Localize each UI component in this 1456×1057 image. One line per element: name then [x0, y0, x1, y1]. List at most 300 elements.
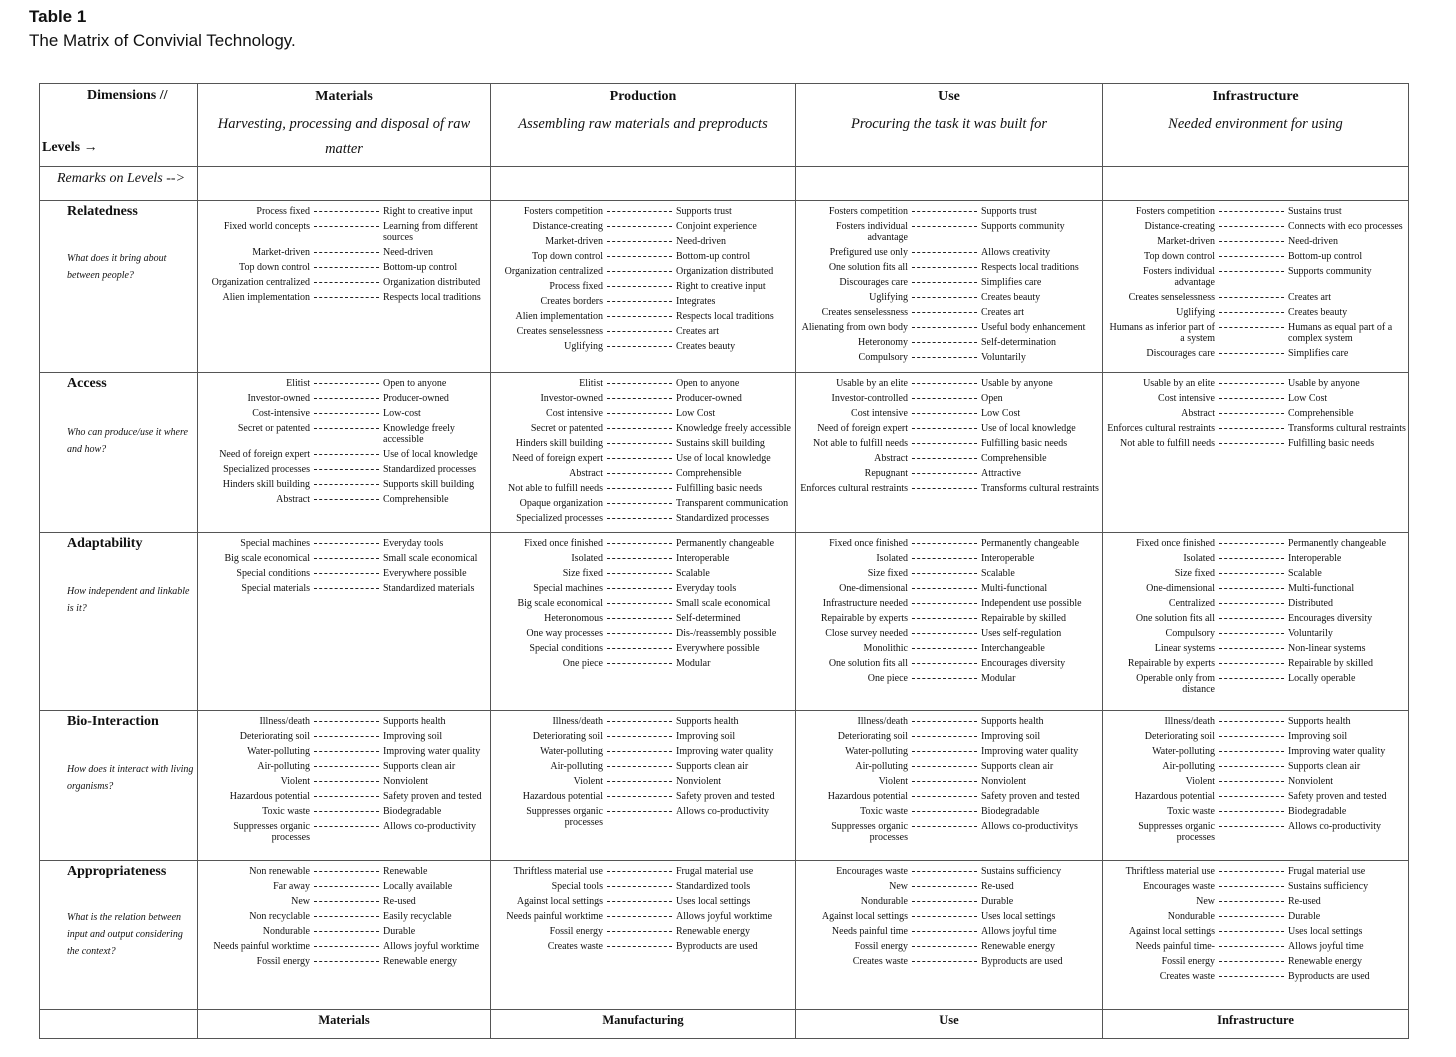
positive-level: Supports clean air	[981, 761, 1054, 772]
level-pair	[198, 791, 490, 802]
dashed-connector	[912, 618, 977, 619]
level-pair	[1103, 791, 1408, 802]
level-pair	[491, 658, 795, 669]
level-pair	[491, 423, 795, 434]
footer-row	[40, 1010, 1409, 1039]
positive-level: Renewable energy	[981, 941, 1055, 952]
negative-level: Abstract	[276, 494, 310, 505]
pairs-cell	[796, 711, 1103, 861]
negative-level: Not able to fulfill needs	[813, 438, 908, 449]
level-pair	[796, 806, 1102, 817]
dashed-connector	[607, 931, 672, 932]
negative-level: Distance-creating	[532, 221, 603, 232]
table-title: The Matrix of Convivial Technology.	[29, 31, 296, 50]
negative-level: Illness/death	[552, 716, 603, 727]
level-pair	[796, 643, 1102, 654]
column-header-use	[796, 84, 1103, 167]
positive-level: Need-driven	[383, 247, 433, 258]
negative-level: Not able to fulfill needs	[1120, 438, 1215, 449]
level-pair	[796, 247, 1102, 258]
negative-level: Size fixed	[1174, 568, 1215, 579]
dashed-connector	[1219, 678, 1284, 679]
remarks-cell	[198, 167, 491, 201]
dashed-connector	[607, 811, 672, 812]
positive-level: Multi-functional	[1288, 583, 1355, 594]
level-pair	[796, 866, 1102, 877]
row-question: What is the relation between input and output considering the context?	[67, 912, 183, 957]
positive-level: Fulfilling basic needs	[981, 438, 1068, 449]
negative-level: Toxic waste	[1167, 806, 1215, 817]
positive-level: Distributed	[1288, 598, 1333, 609]
dashed-connector	[314, 558, 379, 559]
level-pair	[796, 941, 1102, 952]
dashed-connector	[607, 886, 672, 887]
negative-level: Operable only from distance	[1136, 673, 1215, 695]
negative-level: Not able to fulfill needs	[508, 483, 603, 494]
negative-level: Water-polluting	[247, 746, 310, 757]
negative-level: Nondurable	[262, 926, 310, 937]
pairs-cell	[1103, 711, 1409, 861]
row-question: How does it interact with living organisms?	[67, 764, 194, 792]
dashed-connector	[314, 573, 379, 574]
dashed-connector	[1219, 226, 1284, 227]
dashed-connector	[607, 488, 672, 489]
dashed-connector	[1219, 211, 1284, 212]
negative-level: Deteriorating soil	[239, 731, 310, 742]
negative-level: New	[291, 896, 310, 907]
level-pair	[198, 821, 490, 843]
negative-level: Repairable by experts	[1127, 658, 1215, 669]
level-pair	[491, 613, 795, 624]
dashed-connector	[314, 886, 379, 887]
level-pair	[491, 326, 795, 337]
positive-level: Renewable energy	[676, 926, 750, 937]
level-pair	[198, 538, 490, 549]
dashed-connector	[1219, 901, 1284, 902]
level-pair	[1103, 643, 1408, 654]
dashed-connector	[607, 766, 672, 767]
positive-level: Non-linear systems	[1288, 643, 1366, 654]
positive-level: Small scale economical	[383, 553, 478, 564]
dashed-connector	[314, 297, 379, 298]
positive-level: Transforms cultural restraints	[981, 483, 1099, 494]
dashed-connector	[1219, 826, 1284, 827]
negative-level: Creates waste	[852, 956, 908, 967]
negative-level: Uglifying	[869, 292, 908, 303]
pairs-cell	[796, 533, 1103, 711]
negative-level: Creates senselessness	[821, 307, 908, 318]
negative-level: Usable by an elite	[1143, 378, 1215, 389]
level-pair	[1103, 881, 1408, 892]
positive-level: Knowledge freely accessible	[676, 423, 791, 434]
positive-level: Need-driven	[676, 236, 726, 247]
level-pair	[491, 553, 795, 564]
dashed-connector	[1219, 961, 1284, 962]
dashed-connector	[912, 413, 977, 414]
dashed-connector	[1219, 663, 1284, 664]
remarks-row	[40, 167, 1409, 201]
dimension-row-appropriateness	[40, 861, 1409, 1010]
level-pair	[1103, 658, 1408, 669]
negative-level: Isolated	[571, 553, 603, 564]
dashed-connector	[607, 286, 672, 287]
positive-level: Allows joyful worktime	[383, 941, 480, 952]
positive-level: Biodegradable	[981, 806, 1040, 817]
dashed-connector	[912, 931, 977, 932]
positive-level: Use of local knowledge	[981, 423, 1076, 434]
negative-level: Compulsory	[1165, 628, 1215, 639]
level-pair	[796, 956, 1102, 967]
level-pair	[1103, 322, 1408, 344]
level-pair	[796, 926, 1102, 937]
negative-level: Organization centralized	[504, 266, 603, 277]
positive-level: Need-driven	[1288, 236, 1338, 247]
positive-level: Organization distributed	[676, 266, 774, 277]
positive-level: Supports community	[1288, 266, 1372, 277]
positive-level: Everywhere possible	[676, 643, 760, 654]
level-pair	[796, 716, 1102, 727]
dashed-connector	[912, 398, 977, 399]
dashed-connector	[1219, 443, 1284, 444]
dashed-connector	[607, 503, 672, 504]
dashed-connector	[912, 443, 977, 444]
negative-level: Abstract	[1181, 408, 1215, 419]
negative-level: Isolated	[876, 553, 908, 564]
level-pair	[1103, 393, 1408, 404]
footer-label: Use	[796, 1010, 1103, 1039]
dashed-connector	[912, 342, 977, 343]
positive-level: Voluntarily	[981, 352, 1026, 363]
dashed-connector	[912, 488, 977, 489]
level-pair	[198, 479, 490, 490]
positive-level: Simplifies care	[981, 277, 1042, 288]
level-pair	[198, 911, 490, 922]
positive-level: Multi-functional	[981, 583, 1048, 594]
level-pair	[491, 731, 795, 742]
level-pair	[1103, 776, 1408, 787]
level-pair	[796, 791, 1102, 802]
level-pair	[796, 896, 1102, 907]
dashed-connector	[314, 484, 379, 485]
dashed-connector	[912, 458, 977, 459]
positive-level: Durable	[981, 896, 1014, 907]
positive-level: Interoperable	[981, 553, 1035, 564]
dashed-connector	[607, 518, 672, 519]
positive-level: Right to creative input	[676, 281, 766, 292]
positive-level: Modular	[981, 673, 1016, 684]
dashed-connector	[607, 781, 672, 782]
pairs-cell	[1103, 533, 1409, 711]
negative-level: Secret or patented	[237, 423, 310, 434]
positive-level: Allows creativity	[981, 247, 1051, 258]
level-pair	[491, 761, 795, 772]
dashed-connector	[912, 871, 977, 872]
dashed-connector	[314, 398, 379, 399]
negative-level: Investor-owned	[540, 393, 603, 404]
negative-level: Hazardous potential	[229, 791, 310, 802]
positive-level: Improving soil	[1288, 731, 1348, 742]
positive-level: Supports clean air	[1288, 761, 1361, 772]
negative-level: Fosters competition	[523, 206, 603, 217]
column-subtitle: Assembling raw materials and preproducts	[518, 116, 768, 132]
header-row	[40, 84, 1409, 167]
negative-level: Nondurable	[1167, 911, 1215, 922]
positive-level: Producer-owned	[383, 393, 449, 404]
column-subtitle: Needed environment for using	[1168, 116, 1343, 132]
level-pair	[1103, 941, 1408, 952]
level-pair	[796, 881, 1102, 892]
column-title: Materials	[315, 89, 373, 104]
positive-level: Everywhere possible	[383, 568, 467, 579]
level-pair	[198, 568, 490, 579]
negative-level: Fosters individual advantage	[1143, 266, 1215, 288]
level-pair	[796, 453, 1102, 464]
negative-level: Water-polluting	[540, 746, 603, 757]
level-pair	[1103, 598, 1408, 609]
negative-level: One piece	[562, 658, 603, 669]
dashed-connector	[912, 267, 977, 268]
level-pair	[491, 568, 795, 579]
positive-level: Supports trust	[676, 206, 732, 217]
column-header-production	[491, 84, 796, 167]
level-pair	[491, 498, 795, 509]
dashed-connector	[607, 301, 672, 302]
dashed-connector	[912, 543, 977, 544]
negative-level: Fosters competition	[828, 206, 908, 217]
level-pair	[1103, 236, 1408, 247]
dashed-connector	[1219, 271, 1284, 272]
positive-level: Re-used	[383, 896, 416, 907]
level-pair	[491, 378, 795, 389]
positive-level: Allows joyful worktime	[676, 911, 773, 922]
level-pair	[1103, 926, 1408, 937]
positive-level: Nonviolent	[981, 776, 1026, 787]
negative-level: Fixed once finished	[829, 538, 908, 549]
dimension-row-access	[40, 373, 1409, 533]
positive-level: Improving water quality	[981, 746, 1079, 757]
positive-level: Interoperable	[676, 553, 730, 564]
positive-level: Bottom-up control	[676, 251, 751, 262]
positive-level: Creates beauty	[676, 341, 736, 352]
dashed-connector	[607, 633, 672, 634]
dashed-connector	[1219, 916, 1284, 917]
level-pair	[491, 776, 795, 787]
negative-level: Hazardous potential	[1134, 791, 1215, 802]
positive-level: Voluntarily	[1288, 628, 1333, 639]
pairs-cell	[491, 711, 796, 861]
dimension-row-bio-interaction	[40, 711, 1409, 861]
positive-level: Encourages diversity	[1288, 613, 1373, 624]
level-pair	[796, 307, 1102, 318]
positive-level: Comprehensible	[1288, 408, 1354, 419]
negative-level: Air-polluting	[1162, 761, 1215, 772]
positive-level: Integrates	[676, 296, 716, 307]
negative-level: One piece	[867, 673, 908, 684]
level-pair	[1103, 348, 1408, 359]
level-pair	[796, 408, 1102, 419]
negative-level: One solution fits all	[828, 658, 908, 669]
level-pair	[198, 393, 490, 404]
positive-level: Connects with eco processes	[1288, 221, 1403, 232]
dashed-connector	[1219, 796, 1284, 797]
negative-level: Prefigured use only	[829, 247, 908, 258]
level-pair	[491, 941, 795, 952]
dashed-connector	[1219, 558, 1284, 559]
level-pair	[198, 553, 490, 564]
positive-level: Small scale economical	[676, 598, 771, 609]
level-pair	[198, 896, 490, 907]
positive-level: Sustains trust	[1288, 206, 1342, 217]
level-pair	[796, 393, 1102, 404]
negative-level: Nondurable	[860, 896, 908, 907]
footer-label: Infrastructure	[1103, 1010, 1409, 1039]
level-pair	[198, 464, 490, 475]
level-pair	[1103, 956, 1408, 967]
row-question: What does it bring about between people?	[67, 253, 167, 281]
negative-level: Fossil energy	[854, 941, 908, 952]
dashed-connector	[314, 282, 379, 283]
level-pair	[1103, 568, 1408, 579]
negative-level: Fossil energy	[549, 926, 603, 937]
positive-level: Modular	[676, 658, 711, 669]
negative-level: Cost-intensive	[252, 408, 310, 419]
dashed-connector	[607, 443, 672, 444]
positive-level: Improving soil	[383, 731, 443, 742]
level-pair	[198, 247, 490, 258]
negative-level: One-dimensional	[1146, 583, 1215, 594]
dashed-connector	[314, 961, 379, 962]
dashed-connector	[314, 226, 379, 227]
positive-level: Right to creative input	[383, 206, 473, 217]
negative-level: Isolated	[1183, 553, 1215, 564]
positive-level: Encourages diversity	[981, 658, 1066, 669]
dashed-connector	[607, 543, 672, 544]
level-pair	[796, 658, 1102, 669]
remarks-cell	[796, 167, 1103, 201]
negative-level: Fixed world concepts	[223, 221, 310, 232]
level-pair	[198, 262, 490, 273]
negative-level: Heteronomous	[544, 613, 603, 624]
level-pair	[1103, 583, 1408, 594]
dashed-connector	[314, 499, 379, 500]
level-pair	[1103, 206, 1408, 217]
positive-level: Creates beauty	[1288, 307, 1348, 318]
negative-level: Uglifying	[564, 341, 603, 352]
row-title: Access	[67, 376, 107, 391]
level-pair	[491, 896, 795, 907]
level-pair	[491, 628, 795, 639]
positive-level: Supports clean air	[383, 761, 456, 772]
level-pair	[1103, 423, 1408, 434]
positive-level: Safety proven and tested	[676, 791, 775, 802]
level-pair	[491, 453, 795, 464]
positive-level: Allows joyful time	[981, 926, 1057, 937]
positive-level: Open to anyone	[383, 378, 447, 389]
level-pair	[796, 731, 1102, 742]
positive-level: Permanently changeable	[1288, 538, 1387, 549]
positive-level: Supports health	[383, 716, 446, 727]
dashed-connector	[314, 543, 379, 544]
positive-level: Comprehensible	[676, 468, 742, 479]
positive-level: Interchangeable	[981, 643, 1045, 654]
level-pair	[491, 598, 795, 609]
negative-level: Thriftless material use	[513, 866, 603, 877]
dashed-connector	[607, 751, 672, 752]
dashed-connector	[314, 781, 379, 782]
dashed-connector	[1219, 241, 1284, 242]
dashed-connector	[912, 252, 977, 253]
pairs-cell	[491, 533, 796, 711]
level-pair	[796, 262, 1102, 273]
positive-level: Creates art	[676, 326, 720, 337]
negative-level: New	[889, 881, 908, 892]
negative-level: Compulsory	[858, 352, 908, 363]
negative-level: Repugnant	[864, 468, 908, 479]
negative-level: Cost intensive	[546, 408, 603, 419]
remarks-cell	[491, 167, 796, 201]
positive-level: Transforms cultural restraints	[1288, 423, 1406, 434]
negative-level: Special machines	[240, 538, 310, 549]
convivial-technology-matrix	[39, 83, 1409, 1039]
row-title: Adaptability	[67, 536, 143, 551]
negative-level: Special conditions	[236, 568, 310, 579]
dashed-connector	[912, 357, 977, 358]
positive-level: Safety proven and tested	[1288, 791, 1387, 802]
dashed-connector	[314, 766, 379, 767]
level-pair	[198, 423, 490, 445]
level-pair	[796, 553, 1102, 564]
positive-level: Sustains skill building	[676, 438, 765, 449]
level-pair	[796, 292, 1102, 303]
negative-level: Usable by an elite	[836, 378, 908, 389]
dashed-connector	[607, 316, 672, 317]
level-pair	[796, 538, 1102, 549]
negative-level: Violent	[573, 776, 603, 787]
negative-level: Market-driven	[1157, 236, 1215, 247]
positive-level: Uses self-regulation	[981, 628, 1062, 639]
positive-level: Respects local traditions	[676, 311, 774, 322]
negative-level: Suppresses organic processes	[1138, 821, 1215, 843]
pairs-cell	[1103, 861, 1409, 1010]
dashed-connector	[607, 383, 672, 384]
positive-level: Self-determined	[676, 613, 741, 624]
level-pair	[1103, 746, 1408, 757]
dashed-connector	[314, 252, 379, 253]
level-pair	[796, 598, 1102, 609]
level-pair	[796, 776, 1102, 787]
negative-level: Non renewable	[249, 866, 310, 877]
negative-level: Distance-creating	[1144, 221, 1215, 232]
pairs-cell	[796, 861, 1103, 1010]
dashed-connector	[314, 721, 379, 722]
positive-level: Bottom-up control	[383, 262, 458, 273]
level-pair	[491, 221, 795, 232]
negative-level: Size fixed	[867, 568, 908, 579]
table-label: Table 1	[29, 7, 87, 26]
positive-level: Easily recyclable	[383, 911, 452, 922]
dashed-connector	[1219, 327, 1284, 328]
positive-level: Supports community	[981, 221, 1065, 232]
dashed-connector	[607, 573, 672, 574]
negative-level: Market-driven	[252, 247, 310, 258]
dashed-connector	[607, 473, 672, 474]
dashed-connector	[1219, 353, 1284, 354]
dashed-connector	[912, 826, 977, 827]
positive-level: Permanently changeable	[981, 538, 1080, 549]
negative-level: Needs painful worktime	[506, 911, 603, 922]
level-pair	[796, 438, 1102, 449]
dashed-connector	[607, 211, 672, 212]
